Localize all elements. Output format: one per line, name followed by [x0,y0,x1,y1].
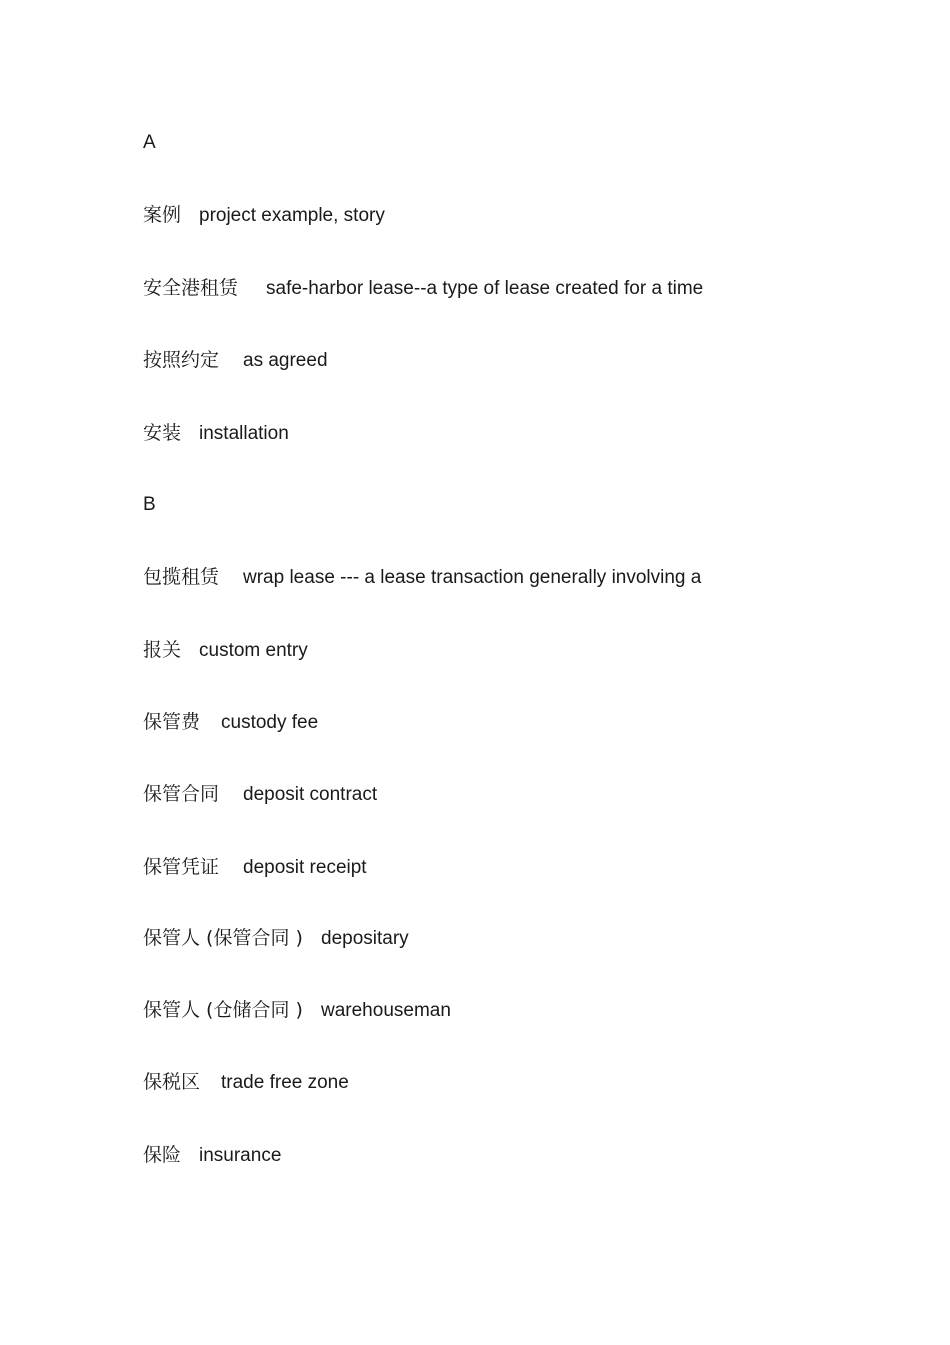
glossary-entry [143,203,385,228]
entry-chinese-term: 保险 [143,1144,182,1166]
entry-chinese-term: 保管人 (仓储合同 ) [143,999,303,1021]
entry-chinese-term: 安全港租赁 [143,277,239,299]
entry-english-term: custody fee [221,712,319,733]
entry-english-term: insurance [199,1145,282,1166]
glossary-entry [143,855,367,880]
glossary-entry [143,1143,281,1168]
entry-chinese-term: 保管费 [143,711,201,733]
glossary-entry [143,638,308,663]
glossary-entry [143,565,701,590]
glossary-entry [143,1070,349,1095]
entry-english-term: trade free zone [221,1072,349,1093]
entry-english-term: deposit contract [243,784,378,805]
glossary-entry [143,348,328,373]
entry-english-term: depositary [321,928,409,949]
glossary-entry [143,998,451,1023]
glossary-entry [143,421,289,446]
entry-chinese-term: 保管凭证 [143,856,220,878]
entry-english-term: wrap lease --- a lease transaction generally involving a [243,567,702,588]
entry-chinese-term: 保管合同 [143,783,220,805]
glossary-entry [143,926,409,951]
entry-chinese-term: 按照约定 [143,349,220,371]
entry-english-term: deposit receipt [243,857,367,878]
entry-english-term: safe-harbor lease--a type of lease created for a time [266,278,704,299]
glossary-entry [143,276,703,301]
entry-chinese-term: 包揽租赁 [143,566,220,588]
entry-english-term: custom entry [199,640,308,661]
section-letter-a: A [143,132,156,153]
glossary-entry [143,710,318,735]
glossary-entry [143,782,377,807]
section-letter-b: B [143,494,156,515]
entry-chinese-term: 保管人 (保管合同 ) [143,927,303,949]
entry-english-term: installation [199,423,289,444]
entry-english-term: as agreed [243,350,328,371]
entry-chinese-term: 保税区 [143,1071,201,1093]
entry-english-term: project example, story [199,205,385,226]
entry-chinese-term: 案例 [143,204,182,226]
entry-chinese-term: 报关 [143,639,182,661]
entry-chinese-term: 安装 [143,422,182,444]
entry-english-term: warehouseman [321,1000,451,1021]
